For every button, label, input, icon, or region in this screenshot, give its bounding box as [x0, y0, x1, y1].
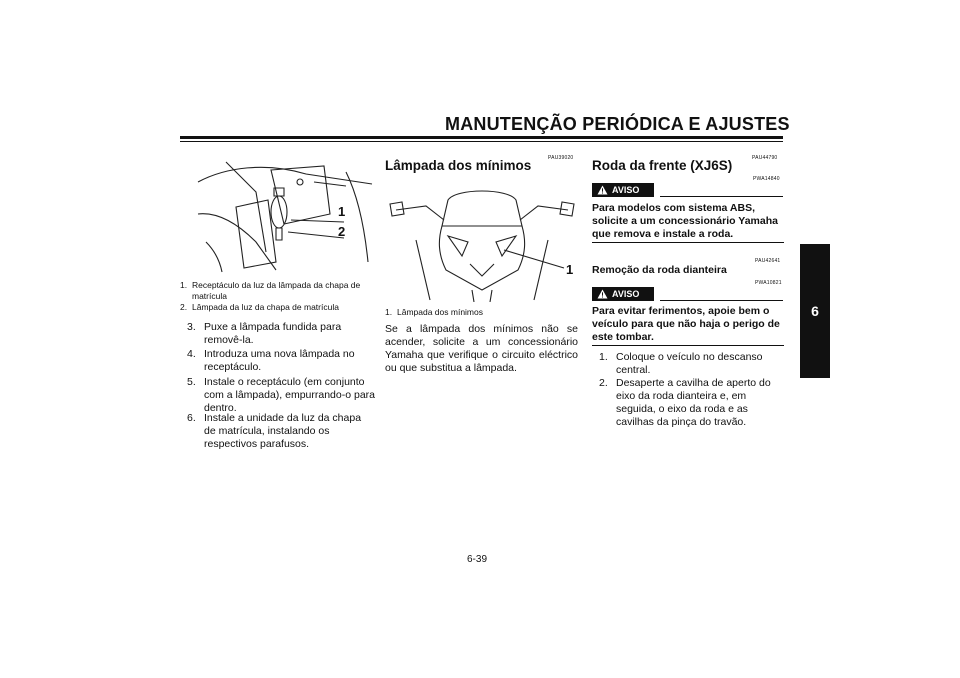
warning-code: PWA10821: [755, 280, 782, 286]
subsection-heading: Remoção da roda dianteira: [592, 264, 727, 276]
callout-1: 1: [338, 204, 346, 219]
callout-2: 2: [338, 224, 346, 239]
figure-caption: 1. Receptáculo da luz da lâmpada da chapa de matrícula 2. Lâmpada da luz da chapa de matrícula: [180, 280, 361, 312]
callout-1: 1: [566, 262, 574, 277]
body-paragraph: Se a lâmpada dos mínimos não se acender, solicite a um concessionário Yamaha que verifique o circuito eléctrico ou que substitua a lâmpada.: [385, 323, 578, 374]
warning-rule: [660, 196, 783, 197]
step-2: 2. Desaperte a cavilha de aperto do eixo da roda dianteira e, em seguida, o eixo da roda e as cavilhas da pinça do travão.: [599, 377, 771, 428]
warning-rule: [592, 242, 784, 243]
step-5: 5. Instale o receptáculo (em conjunto com a lâmpada), empurrando-o para dentro.: [187, 376, 376, 414]
warning-icon: [597, 185, 608, 195]
section-code: PAU39020: [548, 155, 574, 161]
header-rule-thin: [180, 141, 783, 142]
section-code: PAU44790: [752, 155, 778, 161]
warning-badge: AVISO: [592, 287, 654, 301]
page-title: MANUTENÇÃO PERIÓDICA E AJUSTES: [445, 114, 790, 134]
section-heading: Roda da frente (XJ6S): [592, 158, 733, 173]
subsection-code: PAU42641: [755, 258, 781, 264]
step-1: 1. Coloque o veículo no descanso central.: [599, 351, 763, 376]
warning-text: Para modelos com sistema ABS, solicite a um concessionário Yamaha que remova e instale a roda.: [592, 202, 778, 240]
warning-icon: [597, 289, 608, 299]
step-6: 6. Instale a unidade da luz da chapa de matrícula, instalando os respectivos parafusos.: [187, 412, 362, 450]
warning-text: Para evitar ferimentos, apoie bem o veículo para que não haja o perigo de este tombar.: [592, 305, 780, 343]
section-heading: Lâmpada dos mínimos: [385, 158, 532, 173]
chapter-tab: 6: [800, 244, 830, 378]
step-4: 4. Introduza uma nova lâmpada no receptáculo.: [187, 348, 355, 373]
step-3: 3. Puxe a lâmpada fundida para removê-la.: [187, 321, 342, 346]
warning-rule: [660, 300, 783, 301]
warning-rule: [592, 345, 784, 346]
figure-caption: 1. Lâmpada dos mínimos: [385, 307, 483, 317]
page-number: 6-39: [467, 554, 488, 565]
warning-badge: AVISO: [592, 183, 654, 197]
header-rule: [180, 136, 783, 139]
position-light-illustration: [386, 180, 578, 302]
license-plate-light-illustration: [196, 152, 374, 274]
warning-code: PWA14840: [753, 176, 780, 182]
